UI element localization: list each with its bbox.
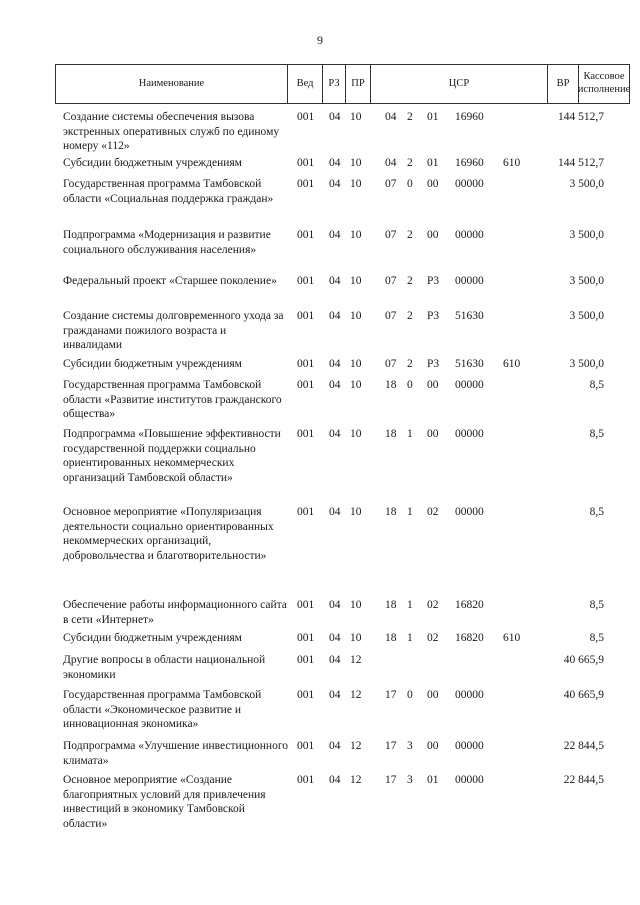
row-rz: 04	[329, 632, 341, 644]
row-c3: 00	[427, 178, 439, 190]
row-c3: 02	[427, 599, 439, 611]
row-rz: 04	[329, 654, 341, 666]
row-sum: 8,5	[589, 428, 604, 440]
row-c4: 16960	[455, 157, 484, 169]
row-c4: 00000	[455, 774, 484, 786]
row-c1: 07	[385, 178, 397, 190]
row-c2: 0	[407, 689, 413, 701]
row-ved: 001	[297, 310, 315, 322]
row-sum: 8,5	[589, 506, 604, 518]
header-ved: Вед	[296, 77, 314, 89]
row-c3: 02	[427, 632, 439, 644]
row-rz: 04	[329, 178, 341, 190]
row-pr: 12	[350, 774, 362, 786]
row-rz: 04	[329, 157, 341, 169]
row-sum: 8,5	[589, 632, 604, 644]
row-ved: 001	[297, 428, 315, 440]
row-pr: 10	[350, 358, 362, 370]
row-pr: 12	[350, 689, 362, 701]
row-name: Подпрограмма «Улучшение инвестиционного климата»	[63, 740, 289, 767]
row-c3: 01	[427, 157, 439, 169]
row-vr: 610	[503, 358, 521, 370]
row-c3: 01	[427, 111, 439, 123]
row-c1: 04	[385, 111, 397, 123]
row-pr: 10	[350, 632, 362, 644]
row-c2: 1	[407, 506, 413, 518]
row-c4: 00000	[455, 689, 484, 701]
row-c2: 2	[407, 111, 413, 123]
row-c4: 00000	[455, 229, 484, 241]
row-c1: 17	[385, 774, 397, 786]
row-pr: 10	[350, 178, 362, 190]
row-rz: 04	[329, 229, 341, 241]
row-pr: 10	[350, 428, 362, 440]
row-pr: 12	[350, 654, 362, 666]
row-pr: 10	[350, 275, 362, 287]
row-c4: 51630	[455, 310, 484, 322]
row-sum: 3 500,0	[569, 178, 604, 190]
row-rz: 04	[329, 740, 341, 752]
row-c1: 17	[385, 740, 397, 752]
row-sum: 3 500,0	[569, 275, 604, 287]
row-sum: 8,5	[589, 379, 604, 391]
row-name: Подпрограмма «Повышение эффективности государственной поддержки социально ориентированных некоммерческих организаций Тамбовской области»	[63, 428, 281, 484]
row-name: Федеральный проект «Старшее поколение»	[63, 275, 277, 287]
row-c2: 2	[407, 310, 413, 322]
row-name: Государственная программа Тамбовской области «Социальная поддержка граждан»	[63, 178, 274, 205]
row-c2: 2	[407, 358, 413, 370]
row-c2: 3	[407, 740, 413, 752]
row-rz: 04	[329, 358, 341, 370]
header-name: Наименование	[138, 77, 205, 89]
row-name: Государственная программа Тамбовской области «Развитие институтов гражданского общества»	[63, 379, 282, 420]
row-rz: 04	[329, 599, 341, 611]
row-sum: 40 665,9	[563, 689, 604, 701]
header-rz: РЗ	[328, 77, 340, 89]
row-rz: 04	[329, 506, 341, 518]
row-c1: 18	[385, 599, 397, 611]
row-rz: 04	[329, 428, 341, 440]
row-c4: 00000	[455, 740, 484, 752]
row-c2: 2	[407, 275, 413, 287]
header-pr: ПР	[351, 77, 365, 89]
row-c4: 16820	[455, 632, 484, 644]
row-c2: 1	[407, 428, 413, 440]
row-c2: 0	[407, 379, 413, 391]
row-c4: 00000	[455, 428, 484, 440]
row-c1: 07	[385, 275, 397, 287]
row-c3: 00	[427, 379, 439, 391]
row-sum: 8,5	[589, 599, 604, 611]
row-c4: 16820	[455, 599, 484, 611]
row-c3: Р3	[427, 358, 440, 370]
page-number: 9	[317, 33, 323, 47]
row-name: Подпрограмма «Модернизация и развитие социального обслуживания населения»	[63, 229, 271, 256]
row-ved: 001	[297, 632, 315, 644]
row-pr: 10	[350, 229, 362, 241]
row-sum: 3 500,0	[569, 229, 604, 241]
row-rz: 04	[329, 774, 341, 786]
row-pr: 10	[350, 379, 362, 391]
row-sum: 22 844,5	[563, 740, 604, 752]
row-c3: 01	[427, 774, 439, 786]
row-sum: 3 500,0	[569, 310, 604, 322]
row-c3: 00	[427, 740, 439, 752]
row-c2: 2	[407, 229, 413, 241]
row-pr: 10	[350, 111, 362, 123]
row-rz: 04	[329, 689, 341, 701]
row-c1: 18	[385, 379, 397, 391]
row-c2: 1	[407, 599, 413, 611]
row-c2: 1	[407, 632, 413, 644]
row-ved: 001	[297, 157, 315, 169]
row-ved: 001	[297, 599, 315, 611]
row-name: Другие вопросы в области национальной экономики	[63, 654, 266, 681]
row-pr: 12	[350, 740, 362, 752]
row-c1: 04	[385, 157, 397, 169]
row-sum: 22 844,5	[563, 774, 604, 786]
row-ved: 001	[297, 654, 315, 666]
row-name: Основное мероприятие «Популяризация деятельности социально ориентированных некоммерческих организаций, добровольчества и благотворительности»	[63, 506, 274, 562]
row-c4: 00000	[455, 275, 484, 287]
row-c1: 07	[385, 229, 397, 241]
row-pr: 10	[350, 599, 362, 611]
row-c3: Р3	[427, 275, 440, 287]
row-name: Субсидии бюджетным учреждениям	[63, 632, 242, 644]
row-pr: 10	[350, 157, 362, 169]
row-c3: 00	[427, 229, 439, 241]
row-c1: 07	[385, 358, 397, 370]
row-ved: 001	[297, 740, 315, 752]
row-c4: 16960	[455, 111, 484, 123]
row-name: Обеспечение работы информационного сайта в сети «Интернет»	[63, 599, 287, 626]
row-ved: 001	[297, 229, 315, 241]
row-name: Создание системы обеспечения вызова экстренных оперативных служб по единому номеру «112»	[63, 111, 280, 152]
row-c3: 00	[427, 428, 439, 440]
row-c1: 17	[385, 689, 397, 701]
row-ved: 001	[297, 689, 315, 701]
row-sum: 40 665,9	[563, 654, 604, 666]
row-name: Основное мероприятие «Создание благоприятных условий для привлечения инвестиций в экономику Тамбовской области»	[63, 774, 266, 830]
row-rz: 04	[329, 379, 341, 391]
row-ved: 001	[297, 379, 315, 391]
row-c2: 2	[407, 157, 413, 169]
row-name: Субсидии бюджетным учреждениям	[63, 358, 242, 370]
row-ved: 001	[297, 506, 315, 518]
row-pr: 10	[350, 506, 362, 518]
row-c3: 02	[427, 506, 439, 518]
header-csr: ЦСР	[448, 77, 470, 89]
row-c4: 00000	[455, 379, 484, 391]
row-ved: 001	[297, 358, 315, 370]
row-rz: 04	[329, 111, 341, 123]
row-ved: 001	[297, 275, 315, 287]
row-name: Государственная программа Тамбовской области «Экономическое развитие и инновационная экономика»	[63, 689, 262, 730]
header-vr: ВР	[556, 77, 570, 89]
row-pr: 10	[350, 310, 362, 322]
row-ved: 001	[297, 111, 315, 123]
row-c4: 00000	[455, 178, 484, 190]
row-c1: 18	[385, 632, 397, 644]
row-rz: 04	[329, 310, 341, 322]
row-c4: 00000	[455, 506, 484, 518]
row-c1: 18	[385, 428, 397, 440]
row-c3: 00	[427, 689, 439, 701]
row-sum: 144 512,7	[558, 111, 604, 123]
row-c2: 0	[407, 178, 413, 190]
row-c4: 51630	[455, 358, 484, 370]
row-sum: 3 500,0	[569, 358, 604, 370]
row-c1: 07	[385, 310, 397, 322]
row-c1: 18	[385, 506, 397, 518]
row-ved: 001	[297, 774, 315, 786]
row-name: Создание системы долговременного ухода за гражданами пожилого возраста и инвалидами	[63, 310, 284, 351]
row-vr: 610	[503, 157, 521, 169]
row-rz: 04	[329, 275, 341, 287]
table-header	[55, 64, 630, 104]
row-sum: 144 512,7	[558, 157, 604, 169]
row-name: Субсидии бюджетным учреждениям	[63, 157, 242, 169]
row-vr: 610	[503, 632, 521, 644]
row-ved: 001	[297, 178, 315, 190]
row-c3: Р3	[427, 310, 440, 322]
header-cash: Кассовое исполнение	[577, 71, 631, 95]
row-c2: 3	[407, 774, 413, 786]
